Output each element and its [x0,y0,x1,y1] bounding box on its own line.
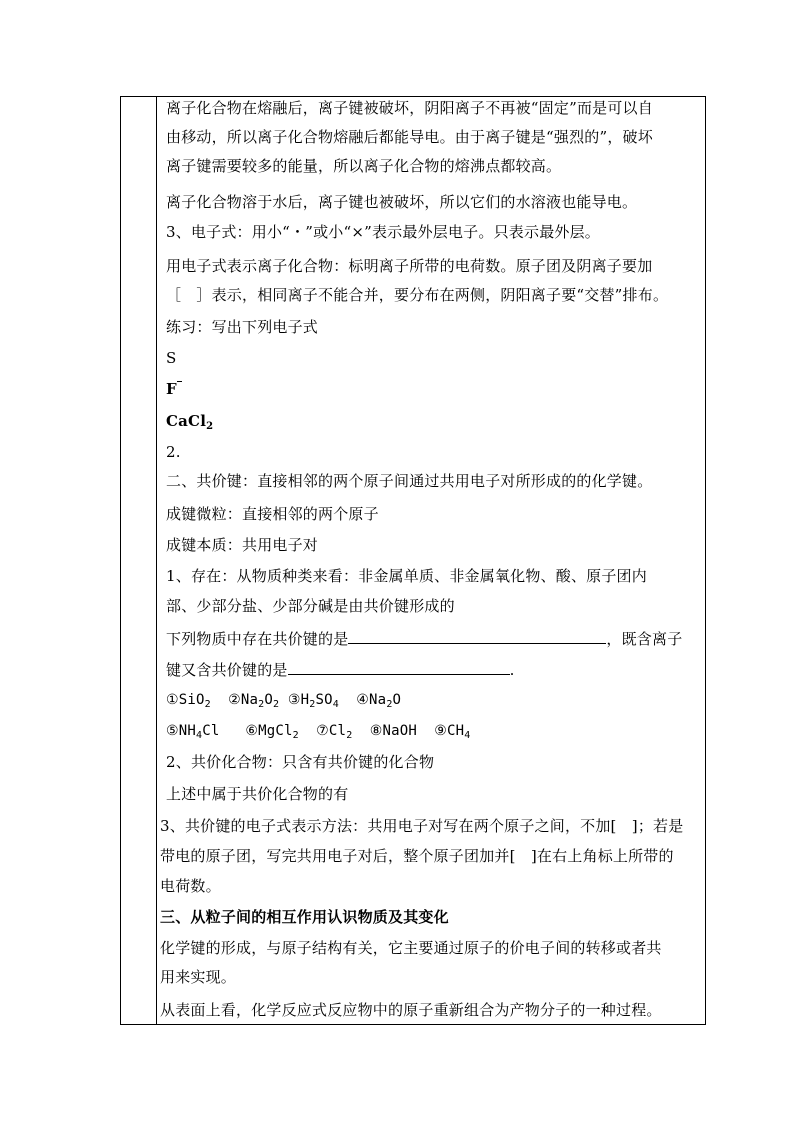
answer-blank[interactable] [348,627,606,644]
text-line: 2. [166,443,181,461]
text-line: 用电子式表示离子化合物：标明离子所带的电荷数。原子团及阴离子要加 [166,257,653,275]
text-line: 离子键需要较多的能量，所以离子化合物的熔沸点都较高。 [166,157,562,175]
text-line: 由移动，所以离子化合物熔融后都能导电。由于离子键是“强烈的”，破坏 [166,128,653,146]
text-line: 电荷数。 [160,877,221,895]
minus-superscript-icon [177,381,182,382]
text-line: 离子化合物在熔融后，离子键被破坏，阴阳离子不再被“固定”而是可以自 [166,99,653,117]
text-line: 上述中属于共价化合物的有 [166,785,349,803]
table-left-column [121,97,157,1024]
question-line: 键又含共价键的是 . [166,658,515,680]
options-row: $⑤NH_4Cl$ ⑥MgCl$_2$ $⑦Cl_2$ ⑧NaOH $⑨CH_4$ [166,723,471,741]
text-line: ［ ］表示，相同离子不能合并，要分布在两侧，阴阳离子要“交替”排布。 [166,286,669,304]
text-line: 3、共价键的电子式表示方法：共用电子对写在两个原子之间，不加[ ]；若是 [160,817,684,835]
options-row: ①SiO$_2$ $②Na_2O_2$ $③H_2SO_4$ $④Na_2O$ [166,692,402,710]
text-line: S [166,349,177,367]
text-line: 部、少部分盐、少部分碱是由共价键形成的 [166,597,455,615]
text-line: 成键本质：共用电子对 [166,536,319,554]
text-line: 化学键的形成，与原子结构有关，它主要通过原子的价电子间的转移或者共 [160,939,662,957]
question-line: 下列物质中存在共价键的是 ，既含离子 [166,627,682,649]
text-line: 3、电子式：用小“・”或小“×”表示最外层电子。只表示最外层。 [166,223,600,241]
text-line: 离子化合物溶于水后，离子键也被破坏，所以它们的水溶液也能导电。 [166,193,638,211]
text-line: 1、存在：从物质种类来看：非金属单质、非金属氧化物、酸、原子团内 [166,567,647,585]
text-line: 从表面上看，化学反应式反应物中的原子重新组合为产物分子的一种过程。 [160,1001,662,1019]
text-line: F [166,379,182,399]
answer-blank[interactable] [288,658,510,675]
text-line: 带电的原子团，写完共用电子对后，整个原子团加并[ ]在右上角标上所带的 [160,847,674,865]
text-line: 用来实现。 [160,968,237,986]
text-line: 成键微粒：直接相邻的两个原子 [166,505,379,523]
section-heading: 三、从粒子间的相互作用认识物质及其变化 [160,908,449,926]
text-line: CaCl$_2$ [166,412,214,432]
text-line: 练习：写出下列电子式 [166,318,319,336]
section-heading: 二、共价键：直接相邻的两个原子间通过共用电子对所形成的的化学键。 [166,472,653,490]
text-line: 2、共价化合物：只含有共价键的化合物 [166,753,435,771]
